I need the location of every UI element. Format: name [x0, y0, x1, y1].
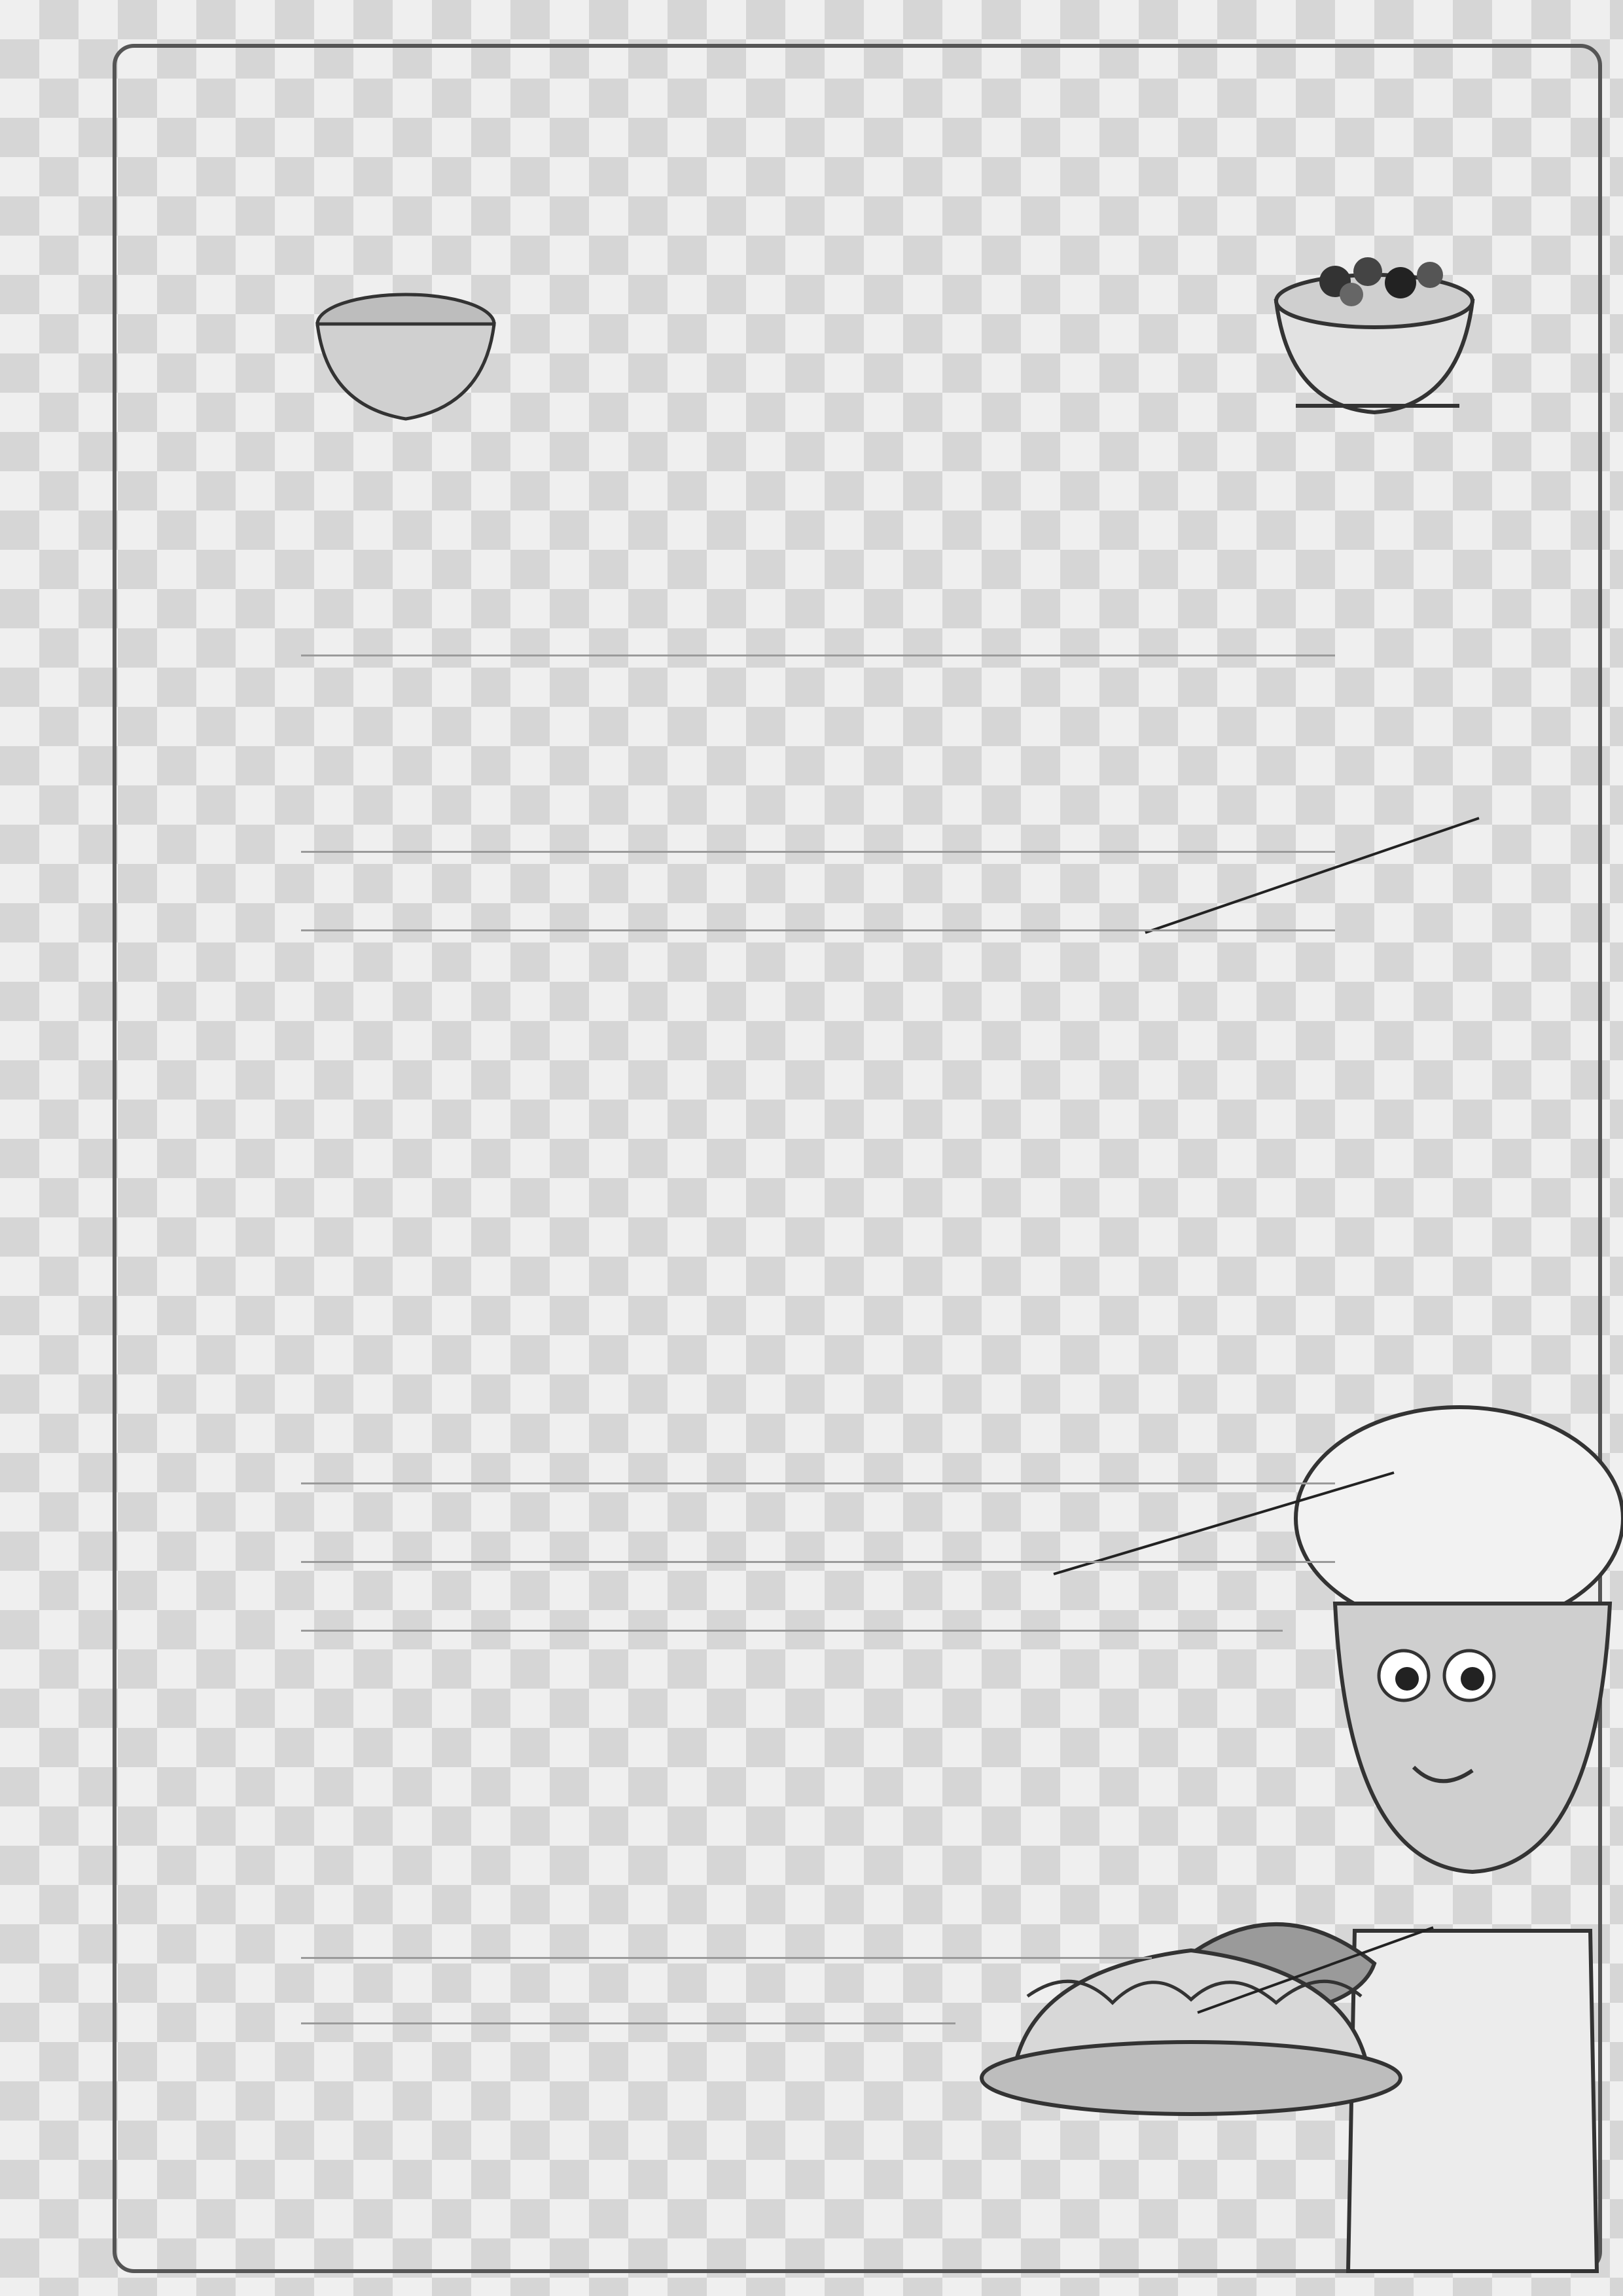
rule — [301, 929, 1335, 931]
rule — [301, 1482, 1335, 1484]
rule — [301, 1630, 1283, 1632]
rule — [301, 851, 1335, 853]
breakfast-total-line — [1145, 818, 1479, 933]
soup-bowl-icon — [317, 295, 494, 419]
rule — [301, 655, 1335, 656]
rule — [301, 1561, 1335, 1563]
rule — [301, 1957, 1152, 1959]
chef-boy-icon — [982, 1407, 1623, 2271]
berry-bowl-icon — [1276, 257, 1472, 412]
rule — [301, 2022, 955, 2024]
